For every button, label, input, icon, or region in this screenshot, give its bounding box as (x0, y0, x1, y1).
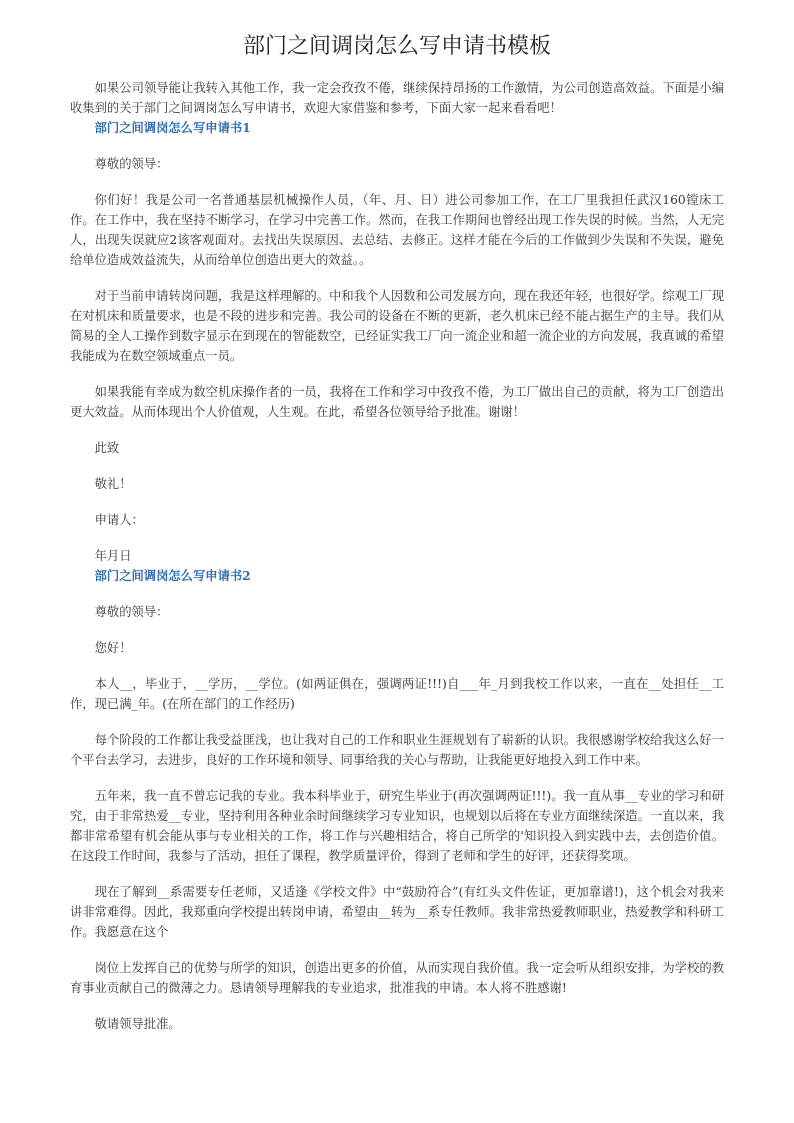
letter1-paragraph-2: 对于当前申请转岗问题，我是这样理解的。中和我个人因数和公司发展方向，现在我还年轻，也很好学。综观工厂现在对机床和质量要求，也是不段的进步和完善。我公司的设备在不断的更新，老久机床已经不能占据生产的主导。我们从简易的全人工操作到数字显示在到现在的智能数空，已经证实我工厂向一流企业和超一流企业的方向发展，我真诚的希望我能成为在数空领域重点一员。 (70, 289, 724, 363)
letter1-closing-1: 此致 (94, 441, 120, 455)
letter1-paragraph-1: 你们好！我是公司一名普通基层机械操作人员，（年、月、日）进公司参加工作，在工厂里我担任武汉160镗床工作。在工作中，我在坚持不断学习，在学习中完善工作。然而，在我工作期间也曾经出现工作失误的时候。当然，人无完人，出现失误就应2该客观面对。去找出失误原因、去总结、去修正。这样才能在今后的工作做到少失误和不失误，避免给单位造成效益流失，从而给单位创造出更大的效益。。 (70, 193, 724, 267)
letter1-salutation: 尊敬的领导： (94, 157, 169, 171)
page-title: 部门之间调岗怎么写申请书模板 (242, 34, 551, 59)
letter2-paragraph-1: 本人__，毕业于，__学历，__学位。(如两证俱在，强调两证!!!)自___年_月到我校工作以来，一直在__处担任__工作，现已满_年。(在所在部门的工作经历) (70, 677, 724, 711)
letter1-date: 年月日 (94, 549, 132, 563)
letter1-paragraph-3: 如果我能有幸成为数空机床操作者的一员，我将在工作和学习中孜孜不倦，为工厂做出自己的贡献，将为工厂创造出更大效益。从而体现出个人价值观，人生观。在此，希望各位领导给予批准。谢谢！ (70, 385, 724, 419)
letter1-heading: 部门之间调岗怎么写申请书1 (94, 120, 251, 135)
letter2-heading: 部门之间调岗怎么写申请书2 (94, 568, 251, 583)
letter1-closing-2: 敬礼！ (94, 477, 132, 491)
letter2-paragraph-3: 五年来，我一直不曾忘记我的专业。我本科毕业于，研究生毕业于(再次强调两证!!!)。我一直从事__专业的学习和研究，由于非常热爱__专业，坚持利用各种业余时间继续学习专业知识，也规划以后将在专业方面继续深造。一直以来，我都非常希望有机会能从事与专业相关的工作，将工作与兴趣相结合，将自己所学的'知识投入到实践中去，去创造价值。在这段工作时间，我参与了活动，担任了课程，教学质量评价，得到了老师和学生的好评，还获得奖项。 (70, 789, 724, 863)
letter2-paragraph-5: 岗位上发挥自己的优势与所学的知识，创造出更多的价值，从而实现自我价值。我一定会听从组织安排，为学校的教育事业贡献自己的微薄之力。恳请领导理解我的专业追求，批准我的申请。本人将不胜感谢! (70, 961, 724, 995)
letter1-applicant: 申请人： (94, 513, 144, 527)
letter2-paragraph-4: 现在了解到__系需要专任老师，又适逢《学校文件》中“鼓励符合”(有红头文件佐证，更加靠谱!)，这个机会对我来讲非常难得。因此，我郑重向学校提出转岗申请，希望由__转为__系专任教师。我非常热爱教师职业，热爱教学和科研工作。我愿意在这个 (70, 885, 724, 939)
letter2-paragraph-2: 每个阶段的工作都让我受益匪浅，也让我对自己的工作和职业生涯规划有了崭新的认识。我很感谢学校给我这么好一个平台去学习，去进步，良好的工作环境和领导、同事给我的关心与帮助，让我能更好地投入到工作中来。 (70, 733, 724, 767)
letter2-salutation: 尊敬的领导： (94, 605, 169, 619)
intro-paragraph: 如果公司领导能让我转入其他工作，我一定会孜孜不倦，继续保持昂扬的工作激情，为公司创造高效益。下面是小编收集到的关于部门之间调岗怎么写申请书，欢迎大家借鉴和参考，下面大家一起来看看吧！ (70, 81, 724, 115)
letter2-greeting: 您好！ (94, 641, 132, 655)
letter2-closing: 敬请领导批准。 (94, 1017, 181, 1031)
